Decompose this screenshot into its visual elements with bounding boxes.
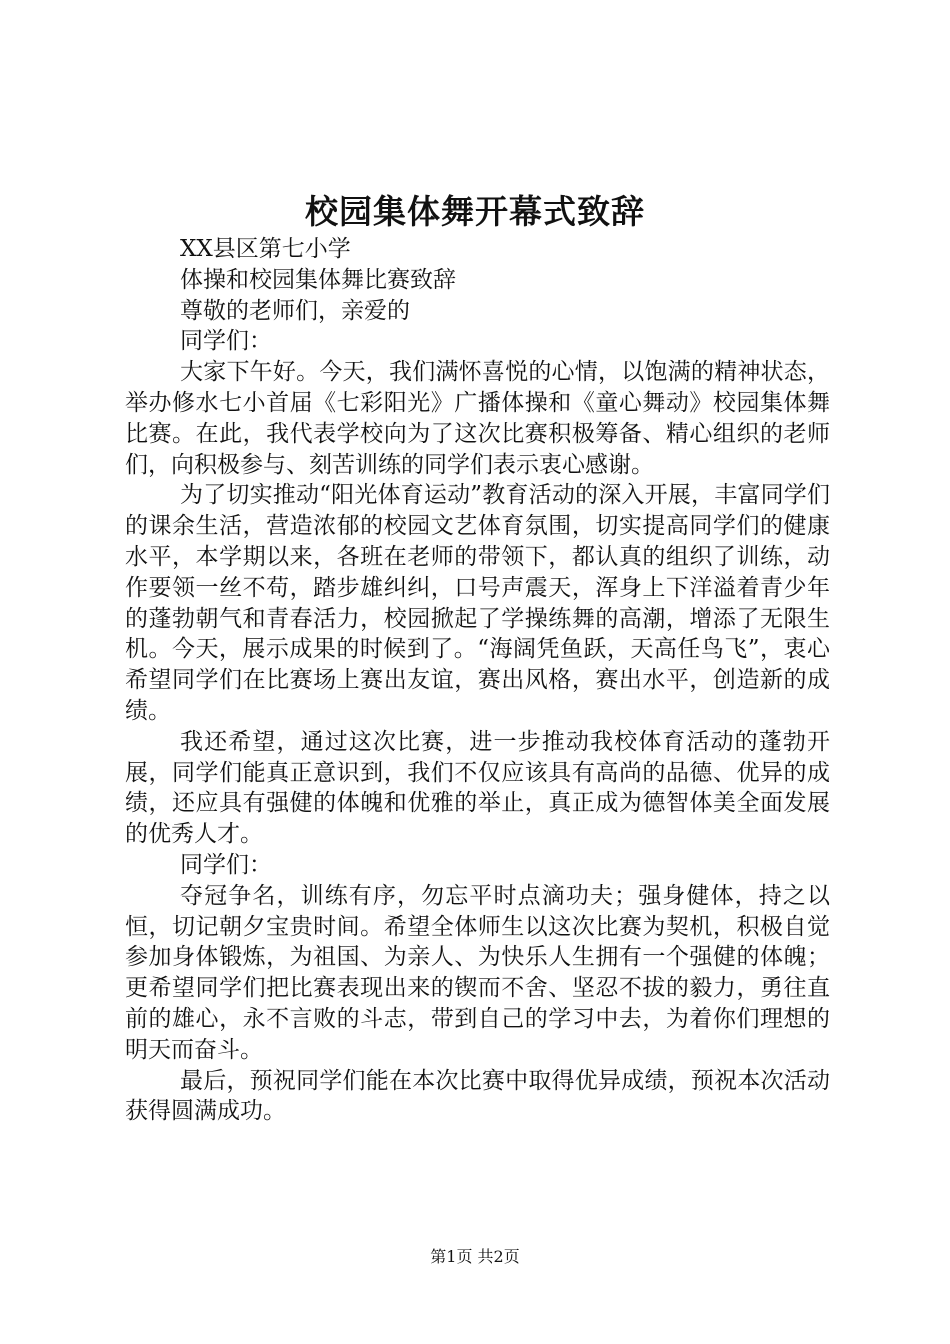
paragraph-hope: 我还希望，通过这次比赛，进一步推动我校体育活动的蓬勃开展，同学们能真正意识到，我们不仅应该具有高尚的品德、优异的成绩，还应具有强健的体魄和优雅的举止，真正成为德智体美全面发展的优秀人才。 — [125, 728, 830, 848]
page-number-footer: 第1页 共2页 — [430, 1247, 520, 1266]
paragraph-closing: 最后，预祝同学们能在本次比赛中取得优异成绩，预祝本次活动获得圆满成功。 — [125, 1067, 830, 1125]
school-name-line: XX县区第七小学 — [180, 236, 351, 262]
address-line: 同学们： — [180, 851, 272, 878]
salutation-continued-line: 同学们： — [180, 328, 272, 355]
salutation-line: 尊敬的老师们，亲爱的 — [180, 297, 410, 324]
document-body — [125, 234, 830, 1127]
paragraph-purpose: 为了切实推动“阳光体育运动”教育活动的深入开展，丰富同学们的课余生活，营造浓郁的校园文艺体育氛围，切实提高同学们的健康水平，本学期以来，各班在老师的带领下，都认真的组织了训练，动作要领一丝不苟，踏步雄纠纠，口号声震天，浑身上下洋溢着青少年的蓬勃朝气和青春活力，校园掀起了学操练舞的高潮，增添了无限生机。今天，展示成果的时候到了。“海阔凭鱼跃，天高任鸟飞”，衷心希望同学们在比赛场上赛出友谊，赛出风格，赛出水平，创造新的成绩。 — [125, 482, 830, 724]
document-title: 校园集体舞开幕式致辞 — [305, 192, 645, 231]
paragraph-greeting: 大家下午好。今天，我们满怀喜悦的心情，以饱满的精神状态，举办修水七小首届《七彩阳光》广播体操和《童心舞动》校园集体舞比赛。在此，我代表学校向为了这次比赛积极筹备、精心组织的老师们，向积极参与、刻苦训练的同学们表示衷心感谢。 — [125, 359, 830, 478]
event-name-line: 体操和校园集体舞比赛致辞 — [180, 266, 456, 293]
paragraph-encouragement: 夺冠争名，训练有序，勿忘平时点滴功夫；强身健体，持之以恒，切记朝夕宝贵时间。希望全体师生以这次比赛为契机，积极自觉参加身体锻炼，为祖国、为亲人、为快乐人生拥有一个强健的体魄；更希望同学们把比赛表现出来的锲而不舍、坚忍不拔的毅力，勇往直前的雄心，永不言败的斗志，带到自己的学习中去，为着你们理想的明天而奋斗。 — [125, 882, 830, 1063]
